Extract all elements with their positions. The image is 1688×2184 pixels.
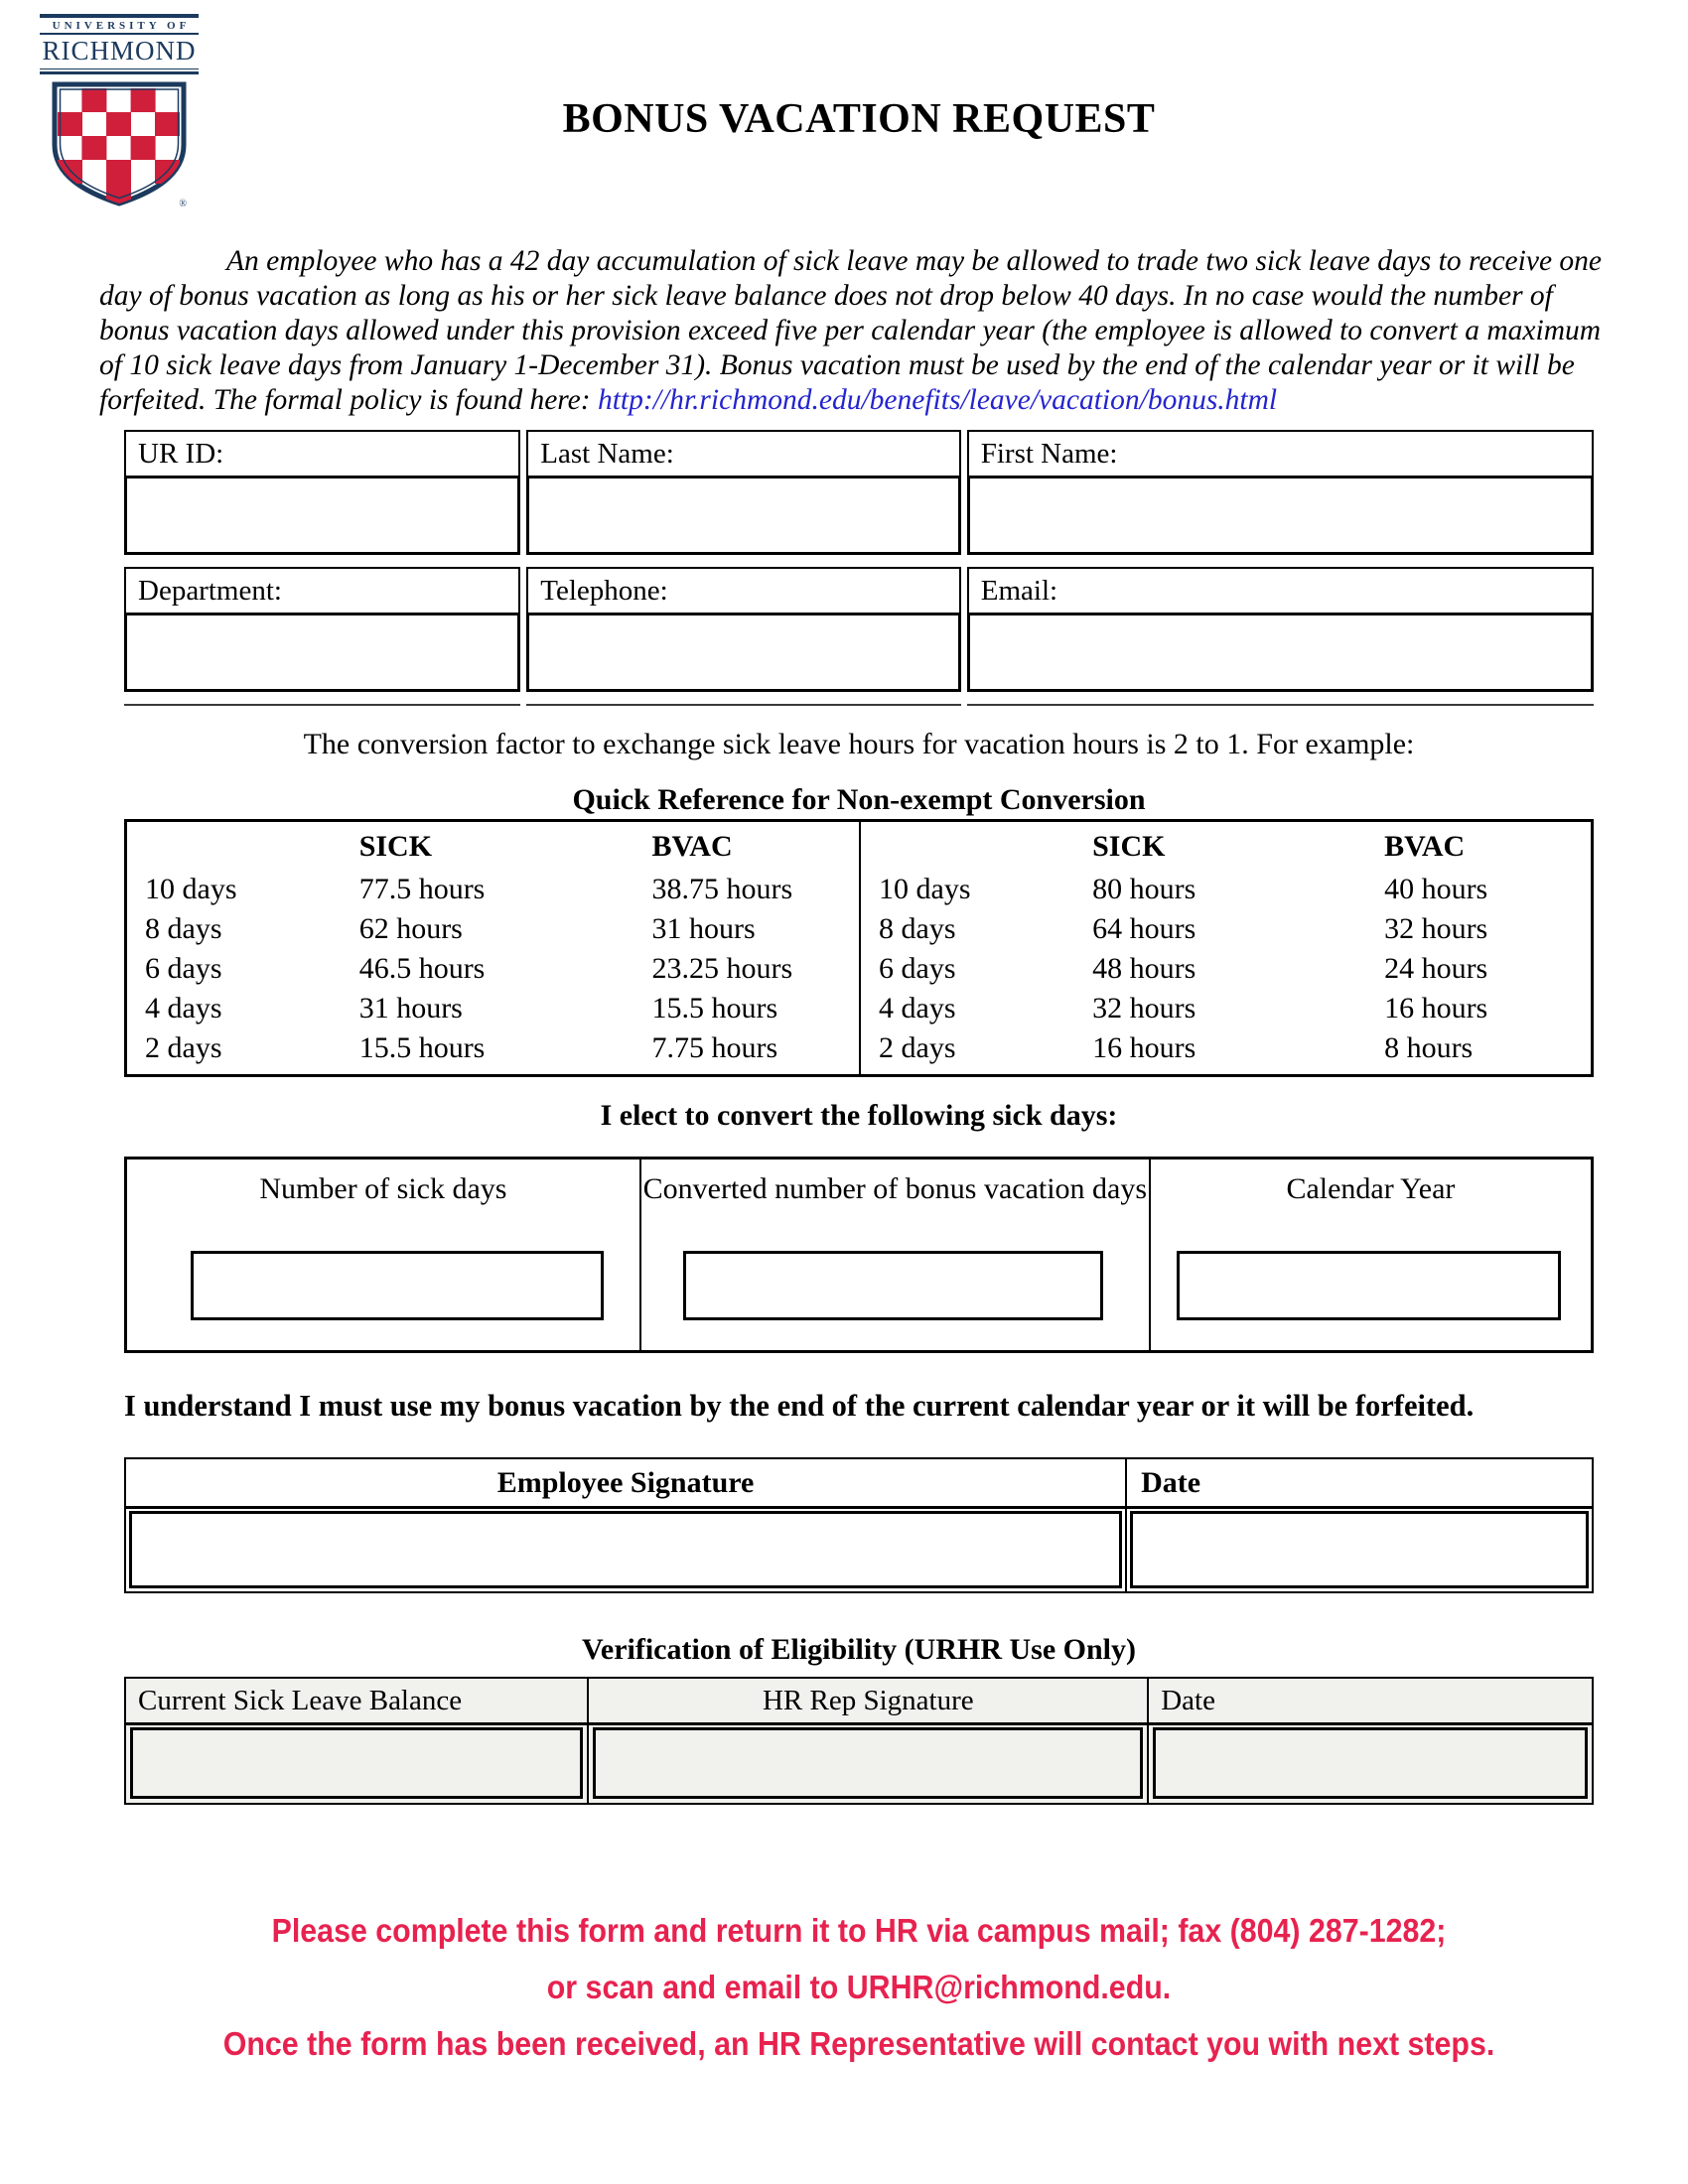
divider-segment xyxy=(124,704,520,706)
qr-cell: 15.5 hours xyxy=(358,1031,486,1064)
hr-rep-signature-header: HR Rep Signature xyxy=(589,1679,1149,1722)
qr-left-header-sick: SICK xyxy=(358,830,433,863)
qr-cell: 46.5 hours xyxy=(358,952,486,985)
policy-intro-paragraph xyxy=(99,244,1616,418)
logo-rule xyxy=(40,68,199,70)
submission-instructions xyxy=(183,1902,1535,2072)
qr-left-header-row xyxy=(127,822,859,870)
registered-trademark: ® xyxy=(179,199,187,209)
section-divider xyxy=(124,704,1594,706)
election-col-bonus-days xyxy=(639,1160,1149,1350)
ur-id-label: UR ID: xyxy=(124,430,520,476)
field-telephone xyxy=(526,567,960,692)
qr-cell: 80 hours xyxy=(1092,873,1196,905)
qr-cell: 40 hours xyxy=(1384,873,1488,905)
logo-university-of-text: UNIVERSITY OF xyxy=(52,20,191,32)
qr-cell: 32 hours xyxy=(1092,992,1196,1024)
signature-date-cell xyxy=(1127,1509,1592,1591)
sick-leave-balance-header: Current Sick Leave Balance xyxy=(126,1679,589,1722)
qr-cell: 77.5 hours xyxy=(358,873,486,905)
sick-days-input[interactable] xyxy=(191,1251,604,1320)
page-title: BONUS VACATION REQUEST xyxy=(562,96,1156,142)
qr-cell: 32 hours xyxy=(1384,912,1488,945)
signature-header-row xyxy=(126,1459,1592,1509)
department-label: Department: xyxy=(124,567,520,613)
qr-right-row xyxy=(861,949,1591,989)
policy-intro-text: An employee who has a 42 day accumulation of sick leave may be allowed to trade two sick leave days to receive one day of bonus vacation as long as his or her sick leave balance does not drop below 40 days. In no case would the number of bonus vacation days allowed under this provision exceed five per calendar year (the employee is allowed to convert a maximum of 10 sick leave days from January 1-December 31). Bonus vacation must be used by the end of the calendar year or it will be forfeited. The formal policy is found here: xyxy=(99,245,1603,416)
qr-left-header-bvac: BVAC xyxy=(651,830,733,863)
verification-date-input[interactable] xyxy=(1153,1727,1588,1799)
qr-right-row xyxy=(861,909,1591,949)
qr-cell: 15.5 hours xyxy=(651,992,778,1024)
last-name-label: Last Name: xyxy=(526,430,960,476)
qr-cell: 64 hours xyxy=(1092,912,1196,945)
verification-date-header: Date xyxy=(1161,1685,1215,1716)
qr-cell: 31 hours xyxy=(358,992,463,1024)
qr-right-row xyxy=(861,870,1591,909)
footer-line-1: Please complete this form and return it to HR via campus mail; fax (804) 287-1282; xyxy=(271,1912,1447,1949)
bonus-days-column-label: Converted number of bonus vacation days xyxy=(642,1172,1148,1205)
quick-reference-title: Quick Reference for Non-exempt Conversion xyxy=(572,783,1146,816)
department-input[interactable] xyxy=(124,613,520,692)
qr-cell: 2 days xyxy=(145,1031,222,1064)
field-department xyxy=(124,567,520,692)
verification-heading: Verification of Eligibility (URHR Use Only) xyxy=(581,1633,1137,1666)
first-name-input[interactable] xyxy=(967,476,1594,555)
signature-date-header: Date xyxy=(1141,1466,1201,1499)
qr-cell: 16 hours xyxy=(1092,1031,1196,1064)
election-col-sick-days xyxy=(127,1160,639,1350)
qr-right-header-row xyxy=(861,822,1591,870)
qr-cell: 23.25 hours xyxy=(651,952,793,985)
logo-richmond-text: RICHMOND xyxy=(42,35,197,66)
quick-reference-left xyxy=(127,822,859,1074)
field-first-name xyxy=(967,430,1594,555)
conversion-note: The conversion factor to exchange sick leave hours for vacation hours is 2 to 1. For example: xyxy=(303,728,1415,760)
verification-cell xyxy=(589,1725,1149,1803)
footer-line-3: Once the form has been received, an HR Representative will contact you with next steps. xyxy=(222,2025,1495,2062)
qr-cell: 8 days xyxy=(879,912,956,945)
quick-reference-table xyxy=(124,819,1594,1077)
verification-cell xyxy=(126,1725,589,1803)
qr-right-header-sick: SICK xyxy=(1092,830,1166,863)
qr-cell: 48 hours xyxy=(1092,952,1196,985)
policy-link[interactable]: http://hr.richmond.edu/benefits/leave/vacation/bonus.html xyxy=(597,384,1278,416)
signature-body-row xyxy=(126,1509,1592,1591)
verification-table xyxy=(124,1677,1594,1805)
verification-header-row xyxy=(126,1679,1592,1725)
acknowledgement-text: I understand I must use my bonus vacation by the end of the current calendar year or it will be forfeited. xyxy=(124,1389,1475,1423)
employee-info-table xyxy=(124,430,1594,692)
ur-id-input[interactable] xyxy=(124,476,520,555)
election-heading: I elect to convert the following sick days: xyxy=(600,1099,1118,1132)
email-label: Email: xyxy=(967,567,1594,613)
field-ur-id xyxy=(124,430,520,555)
signature-table xyxy=(124,1457,1594,1593)
qr-cell: 7.75 hours xyxy=(651,1031,778,1064)
qr-left-row xyxy=(127,1028,859,1068)
signature-date-input[interactable] xyxy=(1130,1511,1589,1588)
shield-icon xyxy=(44,79,195,213)
verification-cell xyxy=(1149,1725,1592,1803)
qr-cell: 10 days xyxy=(879,873,971,905)
qr-cell: 24 hours xyxy=(1384,952,1488,985)
election-col-calendar-year xyxy=(1149,1160,1591,1350)
verification-body-row xyxy=(126,1725,1592,1803)
qr-cell: 8 days xyxy=(145,912,222,945)
qr-left-row xyxy=(127,949,859,989)
qr-cell: 2 days xyxy=(879,1031,956,1064)
qr-right-row xyxy=(861,989,1591,1028)
qr-left-row xyxy=(127,909,859,949)
qr-cell: 31 hours xyxy=(651,912,756,945)
university-logo xyxy=(40,14,199,213)
logo-rule-bottom xyxy=(40,71,199,74)
qr-cell: 8 hours xyxy=(1384,1031,1474,1064)
qr-cell: 16 hours xyxy=(1384,992,1488,1024)
qr-cell: 6 days xyxy=(145,952,222,985)
qr-cell: 4 days xyxy=(879,992,956,1024)
qr-cell: 38.75 hours xyxy=(651,873,793,905)
calendar-year-column-label: Calendar Year xyxy=(1286,1172,1456,1205)
qr-cell: 10 days xyxy=(145,873,237,905)
shield-svg xyxy=(44,79,195,208)
telephone-label: Telephone: xyxy=(526,567,960,613)
qr-right-header-bvac: BVAC xyxy=(1384,830,1466,863)
quick-reference-right xyxy=(859,822,1591,1074)
qr-cell: 62 hours xyxy=(358,912,463,945)
qr-right-row xyxy=(861,1028,1591,1068)
calendar-year-input[interactable] xyxy=(1177,1251,1561,1320)
hr-rep-signature-input[interactable] xyxy=(593,1727,1143,1799)
employee-signature-header: Employee Signature xyxy=(126,1459,1127,1506)
divider-segment xyxy=(967,704,1594,706)
field-last-name xyxy=(526,430,960,555)
qr-cell: 6 days xyxy=(879,952,956,985)
telephone-input[interactable] xyxy=(526,613,960,692)
qr-cell: 4 days xyxy=(145,992,222,1024)
bonus-vacation-days-input[interactable] xyxy=(683,1251,1103,1320)
divider-segment xyxy=(526,704,960,706)
qr-left-row xyxy=(127,870,859,909)
qr-left-row xyxy=(127,989,859,1028)
field-email xyxy=(967,567,1594,692)
footer-line-2: or scan and email to URHR@richmond.edu. xyxy=(546,1969,1172,2005)
last-name-input[interactable] xyxy=(526,476,960,555)
email-input[interactable] xyxy=(967,613,1594,692)
sick-leave-balance-input[interactable] xyxy=(130,1727,583,1799)
signature-cell xyxy=(126,1509,1127,1591)
election-table xyxy=(124,1157,1594,1353)
employee-signature-input[interactable] xyxy=(129,1511,1122,1588)
first-name-label: First Name: xyxy=(967,430,1594,476)
sick-days-column-label: Number of sick days xyxy=(259,1172,507,1205)
